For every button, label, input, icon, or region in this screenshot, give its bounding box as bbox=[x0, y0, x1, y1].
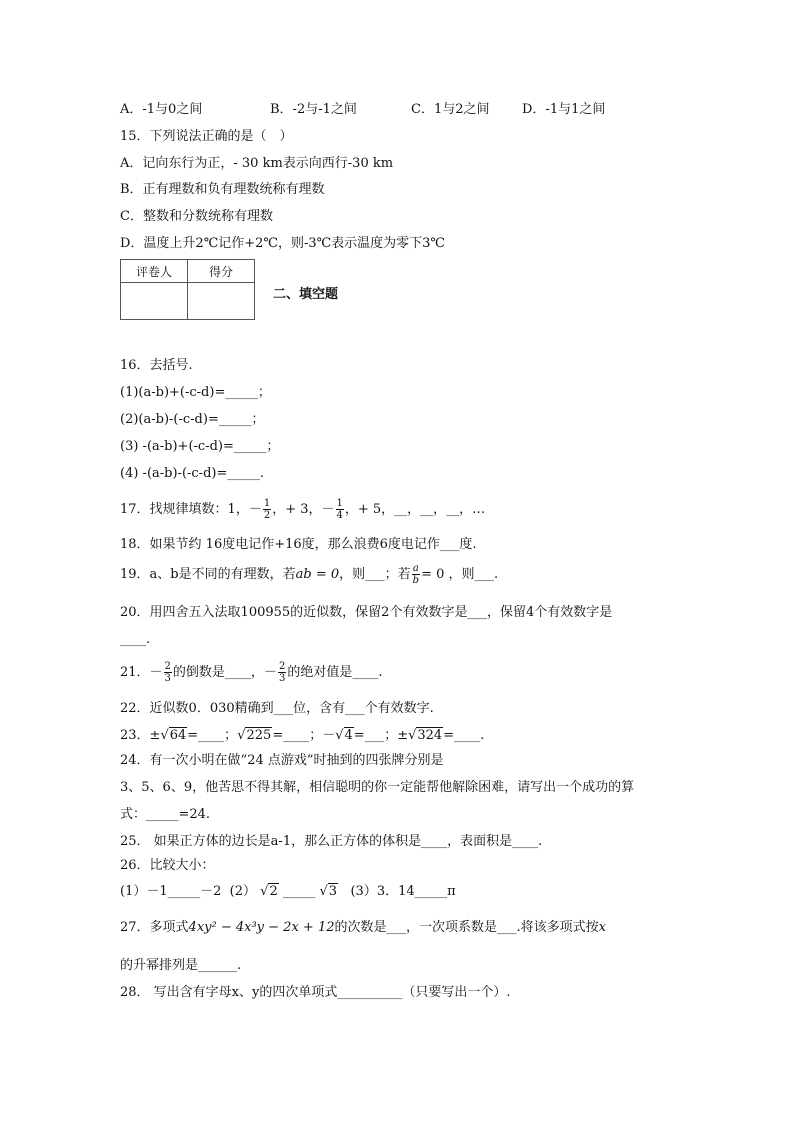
q24-line-3: 式：_____=24. bbox=[120, 807, 211, 822]
q21-fraction-2 bbox=[278, 661, 286, 684]
q16-stem: 16．去括号. bbox=[120, 358, 193, 373]
q21-fraction-1-denominator: 3 bbox=[164, 673, 171, 684]
q27-prefix: 27．多项式 bbox=[120, 920, 189, 935]
q26-radicand-1: 2 bbox=[269, 884, 278, 899]
q17-fraction-1-denominator: 2 bbox=[263, 510, 271, 521]
q28: 28． 写出含有字母x、y的四次单项式__________（只要写出一个）. bbox=[120, 985, 511, 1000]
q20-line-2: ____. bbox=[120, 632, 151, 647]
sqrt-sign-icon: √ bbox=[237, 728, 246, 743]
q23-text-2: =____；－ bbox=[272, 728, 336, 743]
q26-part-1: (1）－1_____－2 bbox=[120, 884, 222, 899]
q14-option-d: D．-1与1之间 bbox=[522, 102, 606, 117]
q21 bbox=[120, 661, 382, 685]
section-title: 二、填空题 bbox=[273, 287, 339, 302]
score-table-grader-header: 评卷人 bbox=[121, 260, 188, 283]
q27-line-2: 的升幂排列是______. bbox=[120, 958, 242, 973]
q27-line-1 bbox=[120, 920, 606, 936]
q19-middle: ，则___；若 bbox=[339, 567, 411, 582]
q19-expression: ab = 0 bbox=[295, 567, 340, 582]
q27-variable: x bbox=[598, 920, 606, 935]
sqrt-sign-icon: √ bbox=[335, 728, 344, 743]
q16-part-1: (1)(a-b)+(-c-d)=_____； bbox=[120, 385, 271, 400]
q26-stem: 26．比较大小： bbox=[120, 858, 215, 873]
q16-part-4: (4) -(a-b)-(-c-d)=_____. bbox=[120, 466, 264, 481]
q14-option-c: C．1与2之间 bbox=[411, 102, 490, 117]
q21-middle: 的倒数是____，－ bbox=[172, 665, 277, 680]
sqrt-sign-icon: √ bbox=[160, 728, 169, 743]
q20-line-1: 20．用四舍五入法取100955的近似数，保留2个有效数字是___，保留4个有效数字是 bbox=[120, 605, 613, 620]
score-table-score-cell bbox=[188, 283, 255, 320]
q23-radicand-4: 324 bbox=[417, 728, 443, 743]
q17-fraction-2-denominator: 4 bbox=[336, 510, 343, 521]
q17-fraction-1 bbox=[263, 498, 271, 521]
q17-fraction-2 bbox=[336, 498, 344, 521]
q17-fraction-1-numerator: 1 bbox=[263, 498, 271, 509]
q15-option-d: D．温度上升2℃记作+2℃，则-3℃表示温度为零下3℃ bbox=[120, 236, 445, 251]
q19-prefix: 19．a、b是不同的有理数，若 bbox=[120, 567, 296, 582]
q26-parts bbox=[120, 884, 456, 900]
q21-prefix: 21．－ bbox=[120, 665, 163, 680]
q14-option-a: A．-1与0之间 bbox=[120, 102, 203, 117]
q19-fraction-numerator: a bbox=[412, 563, 419, 574]
sqrt-sign-icon: √ bbox=[260, 884, 269, 899]
q21-suffix: 的绝对值是____. bbox=[287, 665, 383, 680]
q24-line-2: 3、5、6、9，他苦思不得其解，相信聪明的你一定能帮他解除困难，请写出一个成功的算 bbox=[120, 780, 635, 795]
q25: 25． 如果正方体的边长是a-1，那么正方体的体积是____，表面积是____. bbox=[120, 834, 543, 849]
q24-line-1: 24．有一次小明在做“24 点游戏”时抽到的四张牌分别是 bbox=[120, 753, 444, 768]
q15-option-c: C．整数和分数统称有理数 bbox=[120, 209, 273, 224]
sqrt-sign-icon: √ bbox=[319, 884, 328, 899]
score-table-grader-cell bbox=[121, 283, 188, 320]
q17-middle: ，+ 3，－ bbox=[272, 502, 335, 517]
q23 bbox=[120, 728, 484, 744]
q17-prefix: 17．找规律填数：1，－ bbox=[120, 502, 262, 517]
q19-fraction bbox=[412, 563, 420, 586]
q23-radicand-1: 64 bbox=[169, 728, 187, 743]
sqrt-sign-icon: √ bbox=[408, 728, 417, 743]
score-table-score-header: 得分 bbox=[188, 260, 255, 283]
q17-suffix: ，+ 5，__，__，__，… bbox=[344, 502, 486, 517]
q27-middle: 的次数是___，一次项系数是___.将该多项式按 bbox=[334, 920, 599, 935]
q26-part-2-blank: _____ bbox=[282, 884, 316, 899]
q19-fraction-denominator: b bbox=[412, 575, 420, 586]
q16-part-2: (2)(a-b)-(-c-d)=_____； bbox=[120, 412, 265, 427]
q23-text-4: =____. bbox=[443, 728, 485, 743]
q15-option-b: B．正有理数和负有理数统称有理数 bbox=[120, 182, 325, 197]
q23-prefix: 23．± bbox=[120, 728, 161, 743]
q19-suffix: = 0 ，则___. bbox=[421, 567, 499, 582]
q16-part-3: (3) -(a-b)+(-c-d)=_____； bbox=[120, 439, 280, 454]
q15-option-a: A．记向东行为正，- 30 km表示向西行-30 km bbox=[120, 156, 394, 171]
q18: 18．如果节约 16度电记作+16度，那么浪费6度电记作___度. bbox=[120, 537, 477, 552]
q23-radicand-3: 4 bbox=[344, 728, 353, 743]
q21-fraction-1-numerator: 2 bbox=[164, 661, 171, 672]
q23-radicand-2: 225 bbox=[246, 728, 272, 743]
q21-fraction-1 bbox=[164, 661, 172, 684]
q15-stem: 15．下列说法正确的是（ ） bbox=[120, 129, 293, 144]
q23-text-3: =___；± bbox=[353, 728, 409, 743]
q26-part-2-label: (2） bbox=[229, 884, 256, 899]
q27-polynomial: 4xy² − 4x³y − 2x + 12 bbox=[188, 920, 335, 935]
q26-part-3: (3）3．14_____π bbox=[350, 884, 456, 899]
q21-fraction-2-denominator: 3 bbox=[278, 673, 286, 684]
q17 bbox=[120, 498, 485, 522]
score-table bbox=[120, 259, 255, 320]
q22: 22．近似数0．030精确到___位，含有___个有效数字. bbox=[120, 701, 434, 716]
q17-fraction-2-numerator: 1 bbox=[336, 498, 343, 509]
q19 bbox=[120, 563, 498, 587]
q21-fraction-2-numerator: 2 bbox=[278, 661, 286, 672]
q14-option-b: B．-2与-1之间 bbox=[270, 102, 357, 117]
q23-text-1: =____； bbox=[187, 728, 238, 743]
q26-radicand-2: 3 bbox=[328, 884, 338, 899]
